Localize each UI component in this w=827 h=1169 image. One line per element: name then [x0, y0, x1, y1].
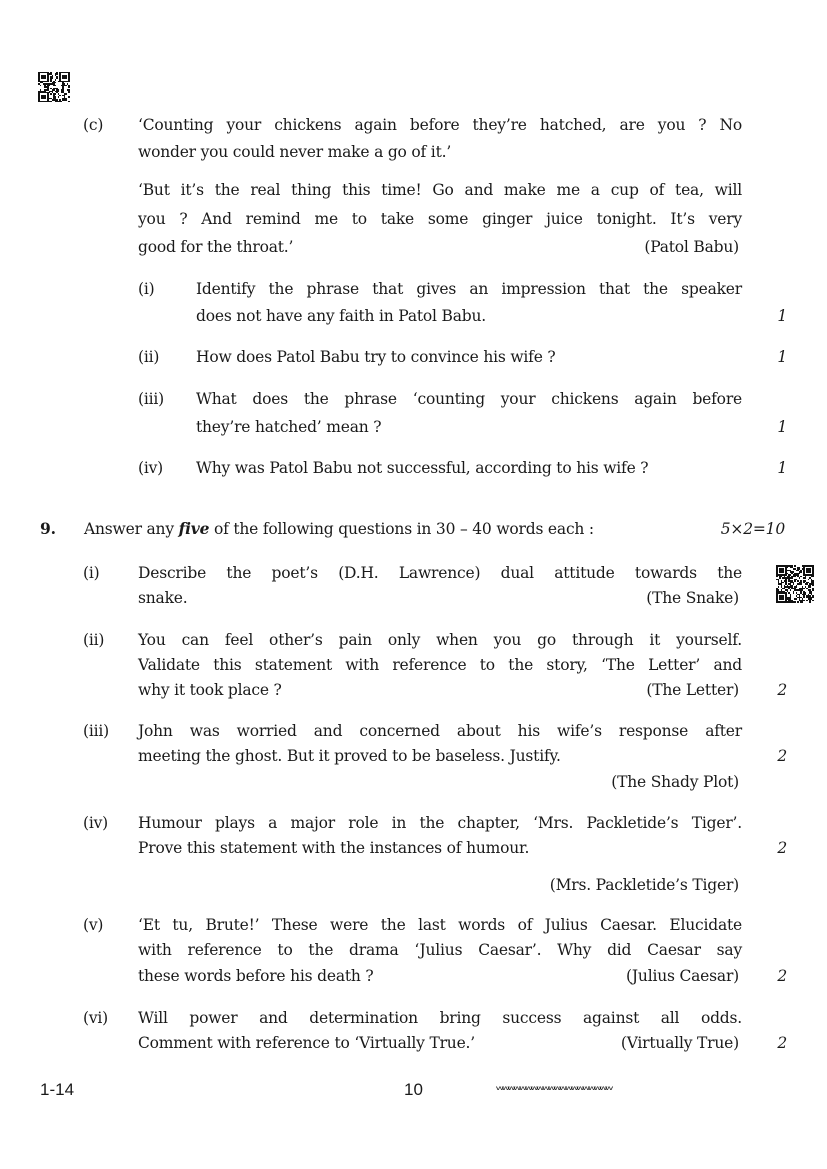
- marks: 1: [777, 348, 787, 366]
- marks: 1: [777, 418, 787, 436]
- subquestion-label: (i): [138, 280, 155, 298]
- subquestion-text: does not have any faith in Patol Babu.: [196, 307, 486, 325]
- item-label: (iv): [83, 814, 109, 832]
- subquestion-text: What does the phrase ‘counting your chickens again before: [196, 390, 742, 408]
- item-text: why it took place ?: [138, 681, 282, 699]
- marks: 1: [777, 307, 787, 325]
- qr-code-icon: [776, 565, 814, 603]
- item-text: ‘Et tu, Brute!’ These were the last words of Julius Caesar. Elucidate: [138, 916, 742, 934]
- item-label: (vi): [83, 1009, 109, 1027]
- total-marks: 5×2=10: [720, 520, 785, 538]
- question-instruction: [84, 518, 594, 540]
- source-citation: (Patol Babu): [644, 238, 739, 256]
- quote-line: you ? And remind me to take some ginger juice tonight. It’s very: [138, 210, 742, 228]
- quote-line: ‘But it’s the real thing this time! Go and make me a cup of tea, will: [138, 181, 742, 199]
- item-label: (v): [83, 916, 104, 934]
- source-citation: (Julius Caesar): [626, 967, 739, 985]
- item-text: snake.: [138, 589, 188, 607]
- marks: 1: [777, 459, 787, 477]
- source-citation: (Mrs. Packletide’s Tiger): [549, 876, 739, 894]
- quote-line: good for the throat.’: [138, 238, 294, 256]
- page-number: 10: [404, 1080, 423, 1099]
- subquestion-text: How does Patol Babu try to convince his wife ?: [196, 348, 556, 366]
- decorative-zigzag: wwwwwwwwwwwwwwwwwwww: [496, 1084, 611, 1092]
- quote-line: wonder you could never make a go of it.’: [138, 143, 452, 161]
- qr-code-icon: [38, 72, 70, 102]
- item-text: John was worried and concerned about his wife’s response after: [138, 722, 742, 740]
- item-text: Humour plays a major role in the chapter, ‘Mrs. Packletide’s Tiger’.: [138, 814, 742, 832]
- source-citation: (The Letter): [646, 681, 739, 699]
- instruction-text: of the following questions in 30 – 40 words each :: [209, 520, 594, 538]
- item-text: these words before his death ?: [138, 967, 374, 985]
- qr-module: [812, 601, 814, 603]
- item-text: You can feel other’s pain only when you go through it yourself.: [138, 631, 742, 649]
- marks: 2: [777, 1034, 787, 1052]
- instruction-text: Answer any: [84, 520, 179, 538]
- item-text: Prove this statement with the instances of humour.: [138, 839, 530, 857]
- question-number: 9.: [40, 519, 56, 538]
- item-label: (iii): [83, 722, 109, 740]
- item-label: (i): [83, 564, 100, 582]
- quote-line: ‘Counting your chickens again before they’re hatched, are you ? No: [138, 116, 742, 134]
- item-label: (ii): [83, 631, 105, 649]
- item-text: Describe the poet’s (D.H. Lawrence) dual attitude towards the: [138, 564, 742, 582]
- subquestion-label: (iii): [138, 390, 164, 408]
- subquestion-text: they’re hatched’ mean ?: [196, 418, 382, 436]
- instruction-emphasis: five: [178, 519, 210, 538]
- marks: 2: [777, 967, 787, 985]
- question-label: (c): [83, 116, 104, 134]
- marks: 2: [777, 747, 787, 765]
- qr-module: [68, 101, 70, 102]
- item-text: Will power and determination bring success against all odds.: [138, 1009, 742, 1027]
- paper-code: 1-14: [40, 1080, 75, 1099]
- marks: 2: [777, 681, 787, 699]
- subquestion-text: Identify the phrase that gives an impression that the speaker: [196, 280, 742, 298]
- item-text: Validate this statement with reference to the story, ‘The Letter’ and: [138, 656, 742, 674]
- subquestion-text: Why was Patol Babu not successful, according to his wife ?: [196, 459, 649, 477]
- item-text: meeting the ghost. But it proved to be baseless. Justify.: [138, 747, 561, 765]
- item-text: with reference to the drama ‘Julius Caesar’. Why did Caesar say: [138, 941, 742, 959]
- item-text: Comment with reference to ‘Virtually True.’: [138, 1034, 476, 1052]
- marks: 2: [777, 839, 787, 857]
- subquestion-label: (ii): [138, 348, 160, 366]
- source-citation: (Virtually True): [620, 1034, 739, 1052]
- source-citation: (The Shady Plot): [611, 773, 739, 791]
- subquestion-label: (iv): [138, 459, 164, 477]
- source-citation: (The Snake): [646, 589, 739, 607]
